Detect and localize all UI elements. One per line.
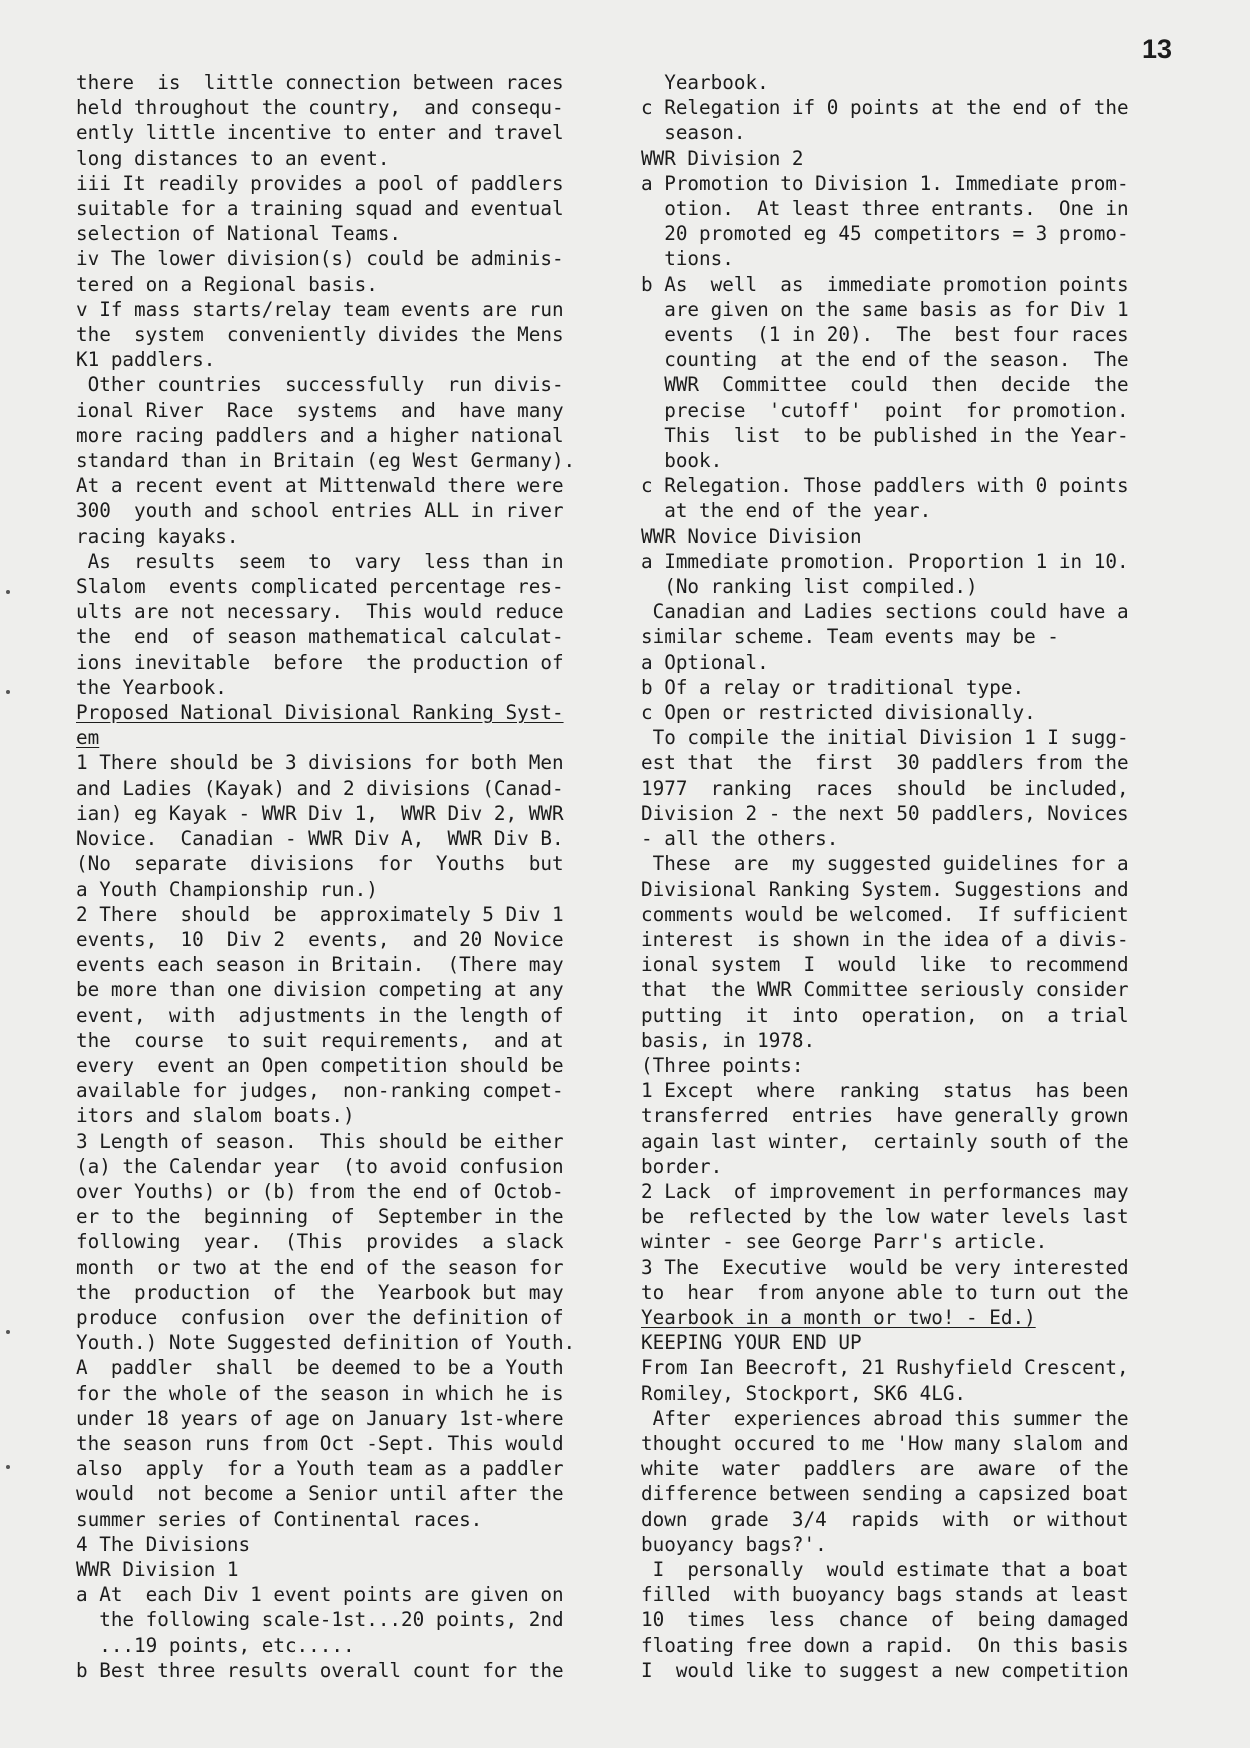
text-line: iv The lower division(s) could be adminis- xyxy=(76,247,564,271)
text-line: the end of season mathematical calculat- xyxy=(76,625,564,649)
text-line: events each season in Britain. (There may xyxy=(76,953,564,977)
text-line: This list to be published in the Year- xyxy=(641,423,1129,447)
text-line: the system conveniently divides the Mens xyxy=(76,323,564,347)
text-line: ional River Race systems and have many xyxy=(76,398,564,422)
text-line: To compile the initial Division 1 I sugg- xyxy=(641,726,1129,750)
text-line: over Youths) or (b) from the end of Octob- xyxy=(76,1179,564,1203)
text-line: basis, in 1978. xyxy=(641,1028,816,1052)
margin-dot xyxy=(6,590,10,594)
page-number: 13 xyxy=(1141,34,1172,64)
text-line: 1 Except where ranking status has been xyxy=(641,1079,1129,1103)
text-line: under 18 years of age on January 1st-where xyxy=(76,1406,564,1430)
text-line: 10 times less chance of being damaged xyxy=(641,1608,1129,1632)
text-line: WWR Division 2 xyxy=(641,146,804,170)
text-line: (Three points: xyxy=(641,1053,804,1077)
text-line: thought occured to me 'How many slalom and xyxy=(641,1431,1129,1455)
text-line: available for judges, non-ranking compet- xyxy=(76,1079,564,1103)
text-line: month or two at the end of the season for xyxy=(76,1255,564,1279)
text-line: I personally would estimate that a boat xyxy=(641,1557,1129,1581)
text-line: selection of National Teams. xyxy=(76,222,402,246)
text-line: est that the first 30 paddlers from the xyxy=(641,751,1129,775)
text-line: b Best three results overall count for the xyxy=(76,1658,564,1682)
text-line: 3 Length of season. This should be either xyxy=(76,1129,564,1153)
text-line: interest is shown in the idea of a divis- xyxy=(641,927,1129,951)
right-column xyxy=(641,70,1181,1683)
text-line: 1977 ranking races should be included, xyxy=(641,776,1129,800)
text-line: iii It readily provides a pool of paddlers xyxy=(76,171,564,195)
text-line: (No ranking list compiled.) xyxy=(641,575,978,599)
text-line: K1 paddlers. xyxy=(76,348,216,372)
text-line: white water paddlers are aware of the xyxy=(641,1457,1129,1481)
text-line: similar scheme. Team events may be - xyxy=(641,625,1059,649)
text-line: (No separate divisions for Youths but xyxy=(76,852,564,876)
text-line: Youth.) Note Suggested definition of Youth. xyxy=(76,1331,576,1355)
text-line: c Relegation if 0 points at the end of the xyxy=(641,96,1129,120)
text-line: the course to suit requirements, and at xyxy=(76,1028,564,1052)
text-line: be reflected by the low water levels last xyxy=(641,1205,1129,1229)
text-line: Novice. Canadian - WWR Div A, WWR Div B. xyxy=(76,827,564,851)
text-line: summer series of Continental races. xyxy=(76,1507,483,1531)
text-line: events, 10 Div 2 events, and 20 Novice xyxy=(76,927,564,951)
text-line: Yearbook. xyxy=(641,71,769,94)
text-line: at the end of the year. xyxy=(641,499,932,523)
text-line: transferred entries have generally grown xyxy=(641,1104,1129,1128)
text-line: following year. (This provides a slack xyxy=(76,1230,564,1254)
margin-dot xyxy=(6,690,10,694)
text-line: 2 There should be approximately 5 Div 1 xyxy=(76,902,564,926)
text-line: Divisional Ranking System. Suggestions and xyxy=(641,877,1129,901)
text-line: Slalom events complicated percentage res- xyxy=(76,575,564,599)
text-line: ...19 points, etc..... xyxy=(76,1633,355,1657)
text-line: difference between sending a capsized boat xyxy=(641,1482,1129,1506)
text-line: be more than one division competing at any xyxy=(76,978,564,1002)
text-line: 20 promoted eg 45 competitors = 3 promo- xyxy=(641,222,1129,246)
text-line: Romiley, Stockport, SK6 4LG. xyxy=(641,1381,967,1405)
text-line: the season runs from Oct -Sept. This would xyxy=(76,1431,564,1455)
text-line: tered on a Regional basis. xyxy=(76,272,378,296)
text-line: putting it into operation, on a trial xyxy=(641,1003,1129,1027)
text-line: ently little incentive to enter and travel xyxy=(76,121,564,145)
text-line: ian) eg Kayak - WWR Div 1, WWR Div 2, WWR xyxy=(76,801,564,825)
text-line: and Ladies (Kayak) and 2 divisions (Canad- xyxy=(76,776,564,800)
text-line: a At each Div 1 event points are given on xyxy=(76,1583,564,1607)
text-line: there is little connection between races xyxy=(76,71,564,94)
text-line: the following scale-1st...20 points, 2nd xyxy=(76,1608,564,1632)
text-line: 3 The Executive would be very interested xyxy=(641,1255,1129,1279)
text-line: Canadian and Ladies sections could have a xyxy=(641,600,1129,624)
text-line: to hear from anyone able to turn out the xyxy=(641,1280,1129,1304)
text-line: At a recent event at Mittenwald there were xyxy=(76,474,564,498)
text-line: racing kayaks. xyxy=(76,524,239,548)
text-line: a Immediate promotion. Proportion 1 in 10. xyxy=(641,549,1129,573)
text-line: b Of a relay or traditional type. xyxy=(641,675,1025,699)
text-line: a Youth Championship run.) xyxy=(76,877,378,901)
text-line: for the whole of the season in which he is xyxy=(76,1381,564,1405)
text-line: every event an Open competition should be xyxy=(76,1053,564,1077)
text-line: down grade 3/4 rapids with or without xyxy=(641,1507,1129,1531)
text-line: itors and slalom boats.) xyxy=(76,1104,355,1128)
text-line: - all the others. xyxy=(641,827,839,851)
text-line: Other countries successfully run divis- xyxy=(76,373,564,397)
text-line: events (1 in 20). The best four races xyxy=(641,323,1129,347)
text-line: WWR Novice Division xyxy=(641,524,862,548)
text-line: the Yearbook. xyxy=(76,675,227,699)
text-line: a Promotion to Division 1. Immediate prom- xyxy=(641,171,1129,195)
text-line: counting at the end of the season. The xyxy=(641,348,1129,372)
text-line: the production of the Yearbook but may xyxy=(76,1280,564,1304)
text-line: From Ian Beecroft, 21 Rushyfield Crescent, xyxy=(641,1356,1129,1380)
text-line: buoyancy bags?'. xyxy=(641,1532,827,1556)
text-line: would not become a Senior until after the xyxy=(76,1482,564,1506)
text-line: held throughout the country, and consequ- xyxy=(76,96,564,120)
text-line: 4 The Divisions xyxy=(76,1532,251,1556)
text-line: Proposed National Divisional Ranking Syst- xyxy=(76,701,564,725)
text-line: more racing paddlers and a higher national xyxy=(76,423,564,447)
text-line: again last winter, certainly south of the xyxy=(641,1129,1129,1153)
left-column xyxy=(76,70,616,1683)
text-line: floating free down a rapid. On this basis xyxy=(641,1633,1129,1657)
text-line: filled with buoyancy bags stands at least xyxy=(641,1583,1129,1607)
text-line: er to the beginning of September in the xyxy=(76,1205,564,1229)
margin-dot xyxy=(6,1465,10,1469)
text-line: event, with adjustments in the length of xyxy=(76,1003,564,1027)
text-line: KEEPING YOUR END UP xyxy=(641,1331,862,1355)
text-line: ults are not necessary. This would reduce xyxy=(76,600,564,624)
text-line: tions. xyxy=(641,247,734,271)
text-line: long distances to an event. xyxy=(76,146,390,170)
text-line: em xyxy=(76,726,100,750)
text-line: WWR Division 1 xyxy=(76,1557,239,1581)
text-line: c Relegation. Those paddlers with 0 points xyxy=(641,474,1129,498)
text-line: are given on the same basis as for Div 1 xyxy=(641,297,1129,321)
text-line: also apply for a Youth team as a paddler xyxy=(76,1457,564,1481)
text-line: I would like to suggest a new competition xyxy=(641,1658,1129,1682)
text-line: winter - see George Parr's article. xyxy=(641,1230,1048,1254)
margin-dot xyxy=(6,1330,10,1334)
text-line: comments would be welcomed. If sufficient xyxy=(641,902,1129,926)
text-line: book. xyxy=(641,449,723,473)
text-line: b As well as immediate promotion points xyxy=(641,272,1129,296)
text-line: ional system I would like to recommend xyxy=(641,953,1129,977)
text-line: 1 There should be 3 divisions for both Men xyxy=(76,751,564,775)
text-line: WWR Committee could then decide the xyxy=(641,373,1129,397)
text-line: 2 Lack of improvement in performances may xyxy=(641,1179,1129,1203)
text-line: Division 2 - the next 50 paddlers, Novices xyxy=(641,801,1129,825)
text-line: v If mass starts/relay team events are run xyxy=(76,297,564,321)
text-line: standard than in Britain (eg West Germany). xyxy=(76,449,576,473)
text-line: border. xyxy=(641,1154,723,1178)
text-line: that the WWR Committee seriously consider xyxy=(641,978,1129,1002)
text-line: c Open or restricted divisionally. xyxy=(641,701,1036,725)
text-line: precise 'cutoff' point for promotion. xyxy=(641,398,1129,422)
text-line: 300 youth and school entries ALL in river xyxy=(76,499,564,523)
text-line: a Optional. xyxy=(641,650,769,674)
text-line: season. xyxy=(641,121,746,145)
text-line: Yearbook in a month or two! - Ed.) xyxy=(641,1305,1036,1329)
text-line: produce confusion over the definition of xyxy=(76,1305,564,1329)
text-line: These are my suggested guidelines for a xyxy=(641,852,1129,876)
text-line: (a) the Calendar year (to avoid confusion xyxy=(76,1154,564,1178)
text-line: A paddler shall be deemed to be a Youth xyxy=(76,1356,564,1380)
text-line: As results seem to vary less than in xyxy=(76,549,564,573)
text-line: ions inevitable before the production of xyxy=(76,650,564,674)
text-line: After experiences abroad this summer the xyxy=(641,1406,1129,1430)
text-line: suitable for a training squad and eventual xyxy=(76,197,564,221)
text-line: otion. At least three entrants. One in xyxy=(641,197,1129,221)
